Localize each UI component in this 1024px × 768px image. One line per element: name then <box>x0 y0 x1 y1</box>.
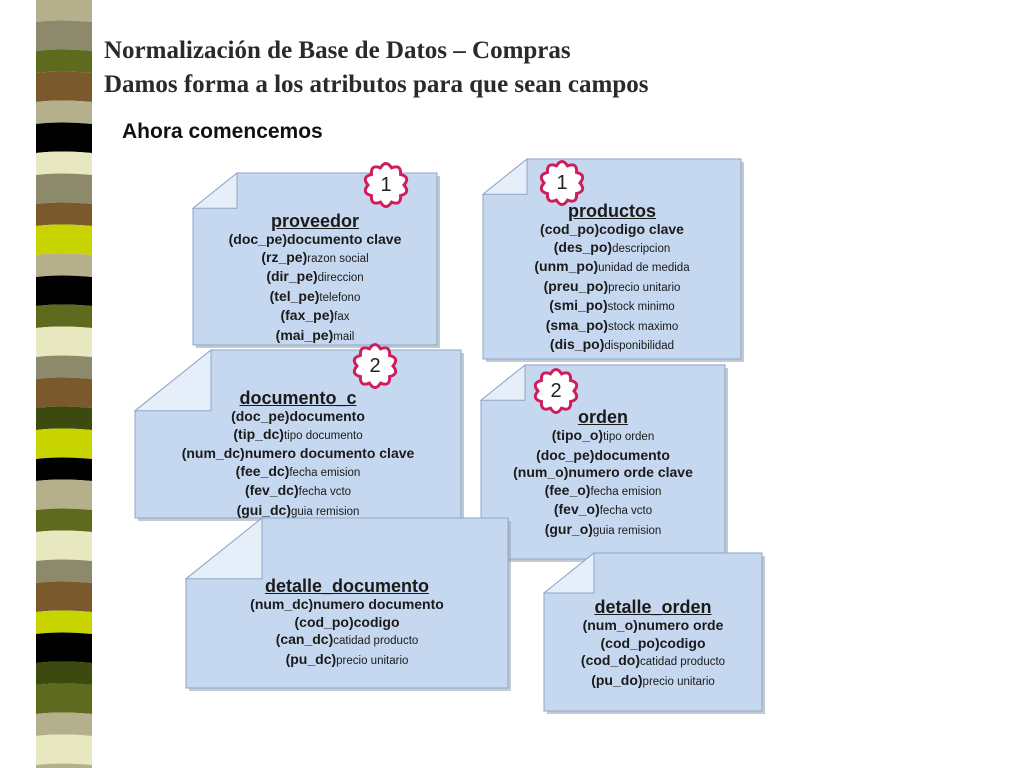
field-description: numero documento clave <box>244 445 415 461</box>
stripe-block <box>36 560 92 584</box>
field-description: documento clave <box>286 231 402 247</box>
field-line <box>193 249 437 269</box>
card-title: orden <box>577 407 628 427</box>
field-code: (num_o) <box>582 617 638 633</box>
field-description: fax <box>334 311 350 323</box>
field-code: (doc_pe) <box>536 446 595 463</box>
card-documento-c <box>135 350 461 518</box>
field-line <box>481 501 725 521</box>
field-line <box>481 482 725 502</box>
field-description: stock maximo <box>607 320 679 333</box>
field-code: (tel_pe) <box>269 287 320 304</box>
slide-subtitle: Ahora comencemos <box>122 120 323 143</box>
field-description: precio unitario <box>642 675 715 688</box>
field-line <box>483 221 741 239</box>
field-description: catidad producto <box>640 656 726 668</box>
field-code: (doc_pe) <box>228 231 287 247</box>
field-description: telefono <box>319 291 361 304</box>
stripe-block <box>36 101 92 125</box>
field-code: (fev_dc) <box>244 482 299 498</box>
card-content <box>135 388 461 521</box>
step-badge-1 <box>360 159 412 211</box>
field-description: codigo <box>353 613 400 630</box>
field-code: (cod_po) <box>540 221 600 237</box>
field-code: (doc_pe) <box>231 408 290 424</box>
card-title: productos <box>568 201 656 221</box>
field-line <box>186 631 508 651</box>
field-line <box>193 307 437 327</box>
field-description: mail <box>333 330 355 343</box>
stripe-block <box>36 735 92 766</box>
field-description: disponibilidad <box>604 340 675 352</box>
field-line <box>483 336 741 356</box>
field-description: precio unitario <box>608 281 681 294</box>
card-content <box>544 597 762 691</box>
field-description: guia remision <box>592 524 662 537</box>
step-badge-4 <box>530 365 582 417</box>
field-code: (dir_pe) <box>266 268 318 284</box>
stripe-block <box>36 429 92 460</box>
field-code: (tipo_o) <box>551 427 604 443</box>
field-description: direccion <box>317 272 364 284</box>
field-code: (unm_po) <box>534 258 599 274</box>
field-line <box>135 482 461 502</box>
stripe-block <box>36 582 92 613</box>
stripe-block <box>36 509 92 533</box>
field-code: (pu_do) <box>591 671 643 688</box>
field-description: tipo documento <box>283 429 363 442</box>
card-title: documento_c <box>239 388 357 408</box>
field-description: numero orde clave <box>568 464 693 480</box>
field-description: numero documento <box>313 596 444 612</box>
step-badge-2 <box>536 157 588 209</box>
field-line <box>483 239 741 259</box>
field-code: (fev_o) <box>553 501 600 517</box>
stripe-block <box>36 276 92 307</box>
field-code: (dis_po) <box>549 336 605 352</box>
field-code: (cod_po) <box>600 634 660 651</box>
field-code: (mai_pe) <box>275 326 334 343</box>
stripe-block <box>36 305 92 329</box>
field-description: catidad producto <box>333 635 419 647</box>
stripe-block <box>36 480 92 511</box>
stripe-block <box>36 254 92 278</box>
stripe-block <box>36 356 92 380</box>
card-title: detalle_documento <box>264 576 430 596</box>
card-orden <box>481 365 725 559</box>
field-code: (num_dc) <box>250 596 314 612</box>
field-code: (sma_po) <box>545 316 608 333</box>
stripe-block <box>36 713 92 737</box>
step-badge-number: 1 <box>556 172 568 194</box>
field-line <box>193 231 437 249</box>
step-badge-3 <box>349 340 401 392</box>
field-line <box>481 447 725 465</box>
stripe-block <box>36 662 92 686</box>
field-code: (gui_dc) <box>236 501 292 518</box>
field-description: fecha vcto <box>599 505 653 517</box>
card-content <box>186 576 508 670</box>
field-line <box>186 614 508 632</box>
field-code: (num_dc) <box>181 445 245 461</box>
card-title: detalle_orden <box>594 597 712 617</box>
step-badge-number: 2 <box>369 355 381 377</box>
field-code: (rz_pe) <box>261 248 308 265</box>
field-description: descripcion <box>612 242 671 255</box>
step-badge-number: 2 <box>550 380 562 402</box>
stripe-block <box>36 50 92 74</box>
stripe-block <box>36 225 92 256</box>
slide-title-line2: Damos forma a los atributos para que sean campos <box>104 71 649 98</box>
field-code: (smi_po) <box>549 297 608 313</box>
field-code: (des_po) <box>553 238 613 255</box>
field-line <box>481 427 725 447</box>
card-title: proveedor <box>270 211 360 231</box>
card-productos <box>483 159 741 359</box>
field-line <box>544 617 762 635</box>
card-content <box>481 407 725 540</box>
field-description: documento <box>594 446 670 463</box>
stripe-block <box>36 203 92 227</box>
stripe-block <box>36 0 92 22</box>
step-badge-number: 1 <box>380 174 392 196</box>
field-description: codigo <box>659 634 706 651</box>
field-description: unidad de medida <box>598 262 690 274</box>
field-code: (num_o) <box>513 464 569 480</box>
stripe-block <box>36 72 92 103</box>
field-line <box>544 672 762 692</box>
field-description: tipo orden <box>603 431 655 443</box>
stripe-block <box>36 174 92 205</box>
field-line <box>135 445 461 463</box>
field-code: (gur_o) <box>544 520 593 537</box>
field-line <box>483 278 741 298</box>
card-detalle-documento <box>186 518 508 688</box>
field-line <box>193 288 437 308</box>
field-line <box>481 464 725 482</box>
stripe-block <box>36 633 92 664</box>
field-line <box>135 463 461 483</box>
stripe-block <box>36 611 92 635</box>
field-code: (tip_dc) <box>233 425 284 442</box>
field-code: (cod_po) <box>294 613 354 630</box>
field-line <box>186 596 508 614</box>
stripe-block <box>36 378 92 409</box>
card-content <box>193 211 437 346</box>
stripe-edge <box>92 0 118 768</box>
field-code: (pu_dc) <box>285 650 337 667</box>
field-line <box>544 652 762 672</box>
field-line <box>481 521 725 541</box>
decorative-stripe <box>0 0 128 768</box>
stripe-block <box>36 152 92 176</box>
field-description: fecha emision <box>289 466 361 479</box>
field-code: (fax_pe) <box>280 307 335 323</box>
stripe-block <box>36 684 92 715</box>
field-description: stock minimo <box>607 301 675 313</box>
field-line <box>483 297 741 317</box>
field-code: (fee_dc) <box>235 462 290 479</box>
field-line <box>544 635 762 653</box>
stripe-block <box>36 531 92 562</box>
field-description: precio unitario <box>336 654 409 667</box>
field-line <box>483 258 741 278</box>
field-description: razon social <box>307 252 369 265</box>
field-line <box>193 268 437 288</box>
stripe-block <box>36 327 92 358</box>
field-description: fecha vcto <box>298 486 352 498</box>
field-description: documento <box>289 408 365 424</box>
field-description: numero orde <box>637 617 724 633</box>
stripe-block <box>36 407 92 431</box>
field-description: codigo clave <box>599 221 684 237</box>
field-code: (preu_po) <box>543 277 609 294</box>
stripe-block <box>36 458 92 482</box>
field-line <box>135 408 461 426</box>
stripe-block <box>36 21 92 52</box>
field-line <box>483 317 741 337</box>
field-line <box>186 651 508 671</box>
field-code: (cod_do) <box>580 652 641 668</box>
field-code: (can_dc) <box>275 631 334 647</box>
card-detalle-orden <box>544 553 762 711</box>
field-description: fecha emision <box>590 485 662 498</box>
slide-title: Normalización de Base de Datos – Compras <box>104 37 571 64</box>
stripe-block <box>36 123 92 154</box>
field-line <box>135 426 461 446</box>
field-description: guia remision <box>291 505 360 518</box>
field-code: (fee_o) <box>544 481 591 498</box>
card-content <box>483 201 741 356</box>
